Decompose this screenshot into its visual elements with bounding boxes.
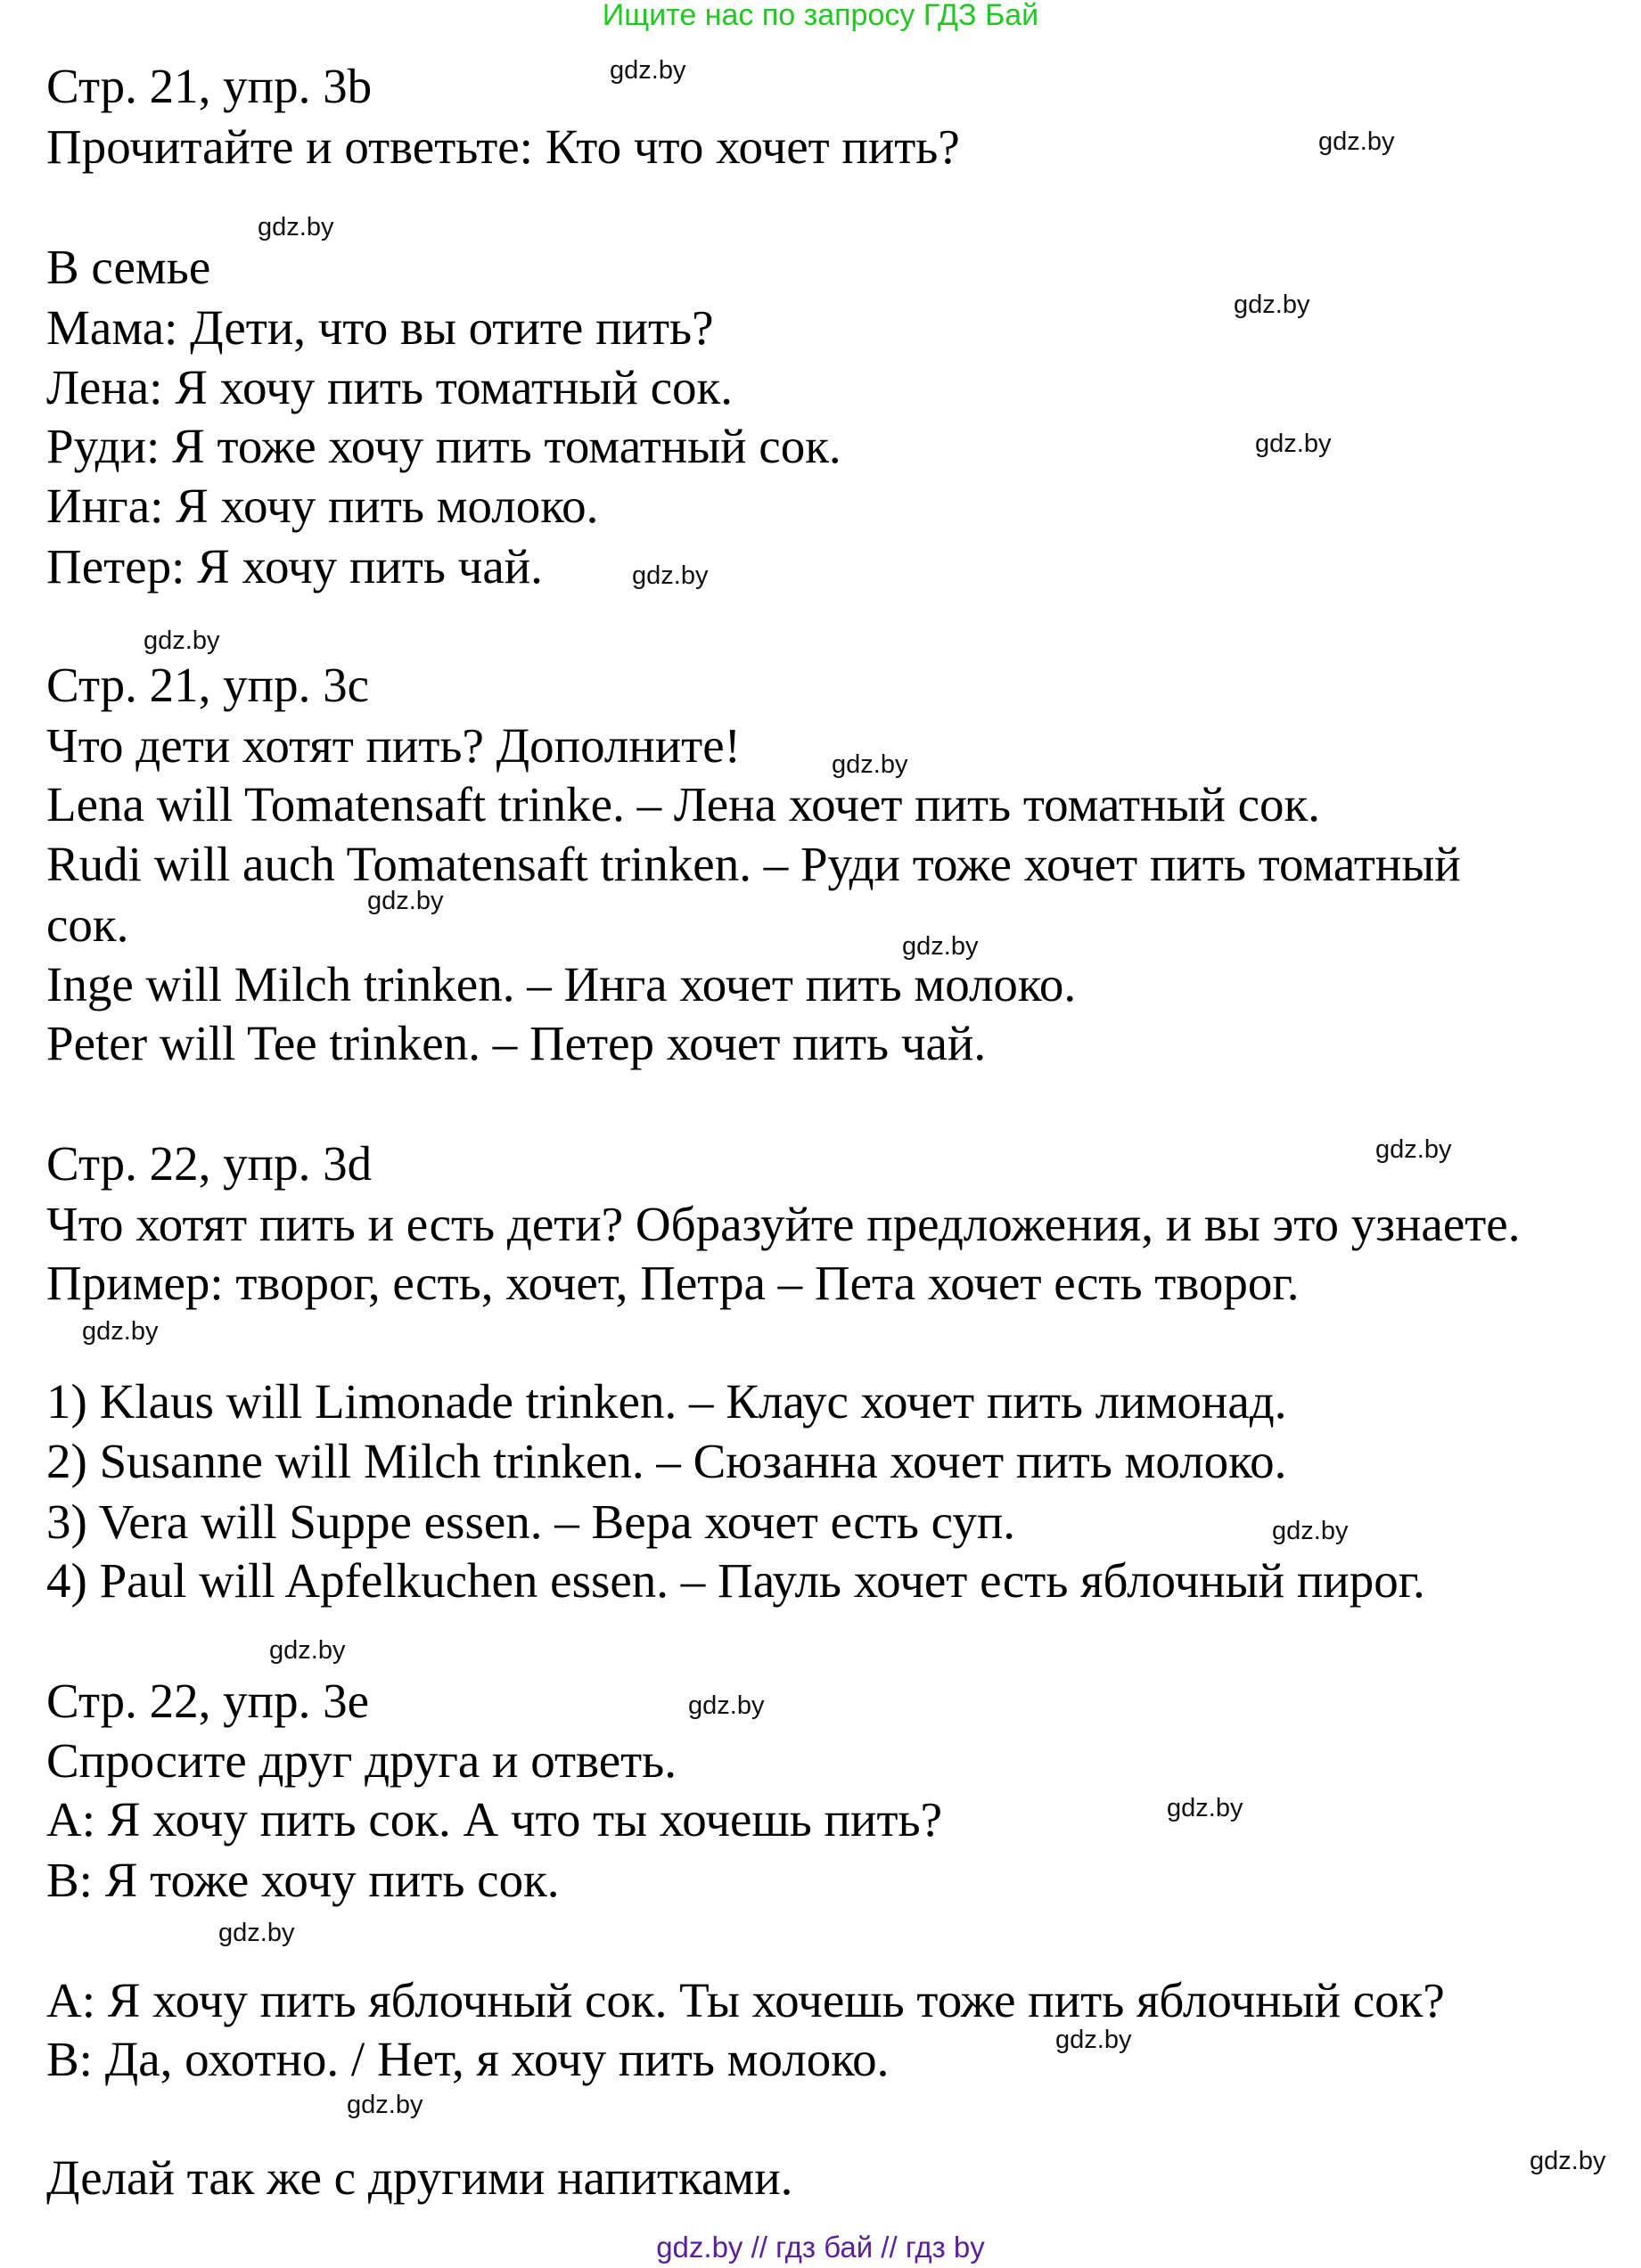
text-line: B: Я тоже хочу пить сок. xyxy=(46,1853,560,1907)
watermark: gdz.by xyxy=(144,626,220,655)
text-line: Делай так же с другими напитками. xyxy=(46,2150,793,2205)
text-line: В семье xyxy=(46,240,211,294)
text-line: Руди: Я тоже хочу пить томатный сок. xyxy=(46,419,841,473)
watermark: gdz.by xyxy=(1234,291,1310,319)
text-line: Пример: творог, есть, хочет, Петра – Пета хочет есть творог. xyxy=(46,1256,1300,1310)
text-line: Inge will Milch trinken. – Инга хочет пить молоко. xyxy=(46,957,1077,1011)
exercise-heading: Стр. 22, упр. 3e xyxy=(46,1674,370,1728)
footer-banner: gdz.by // гдз бай // гдз by xyxy=(656,2231,985,2264)
watermark: gdz.by xyxy=(1167,1794,1243,1822)
text-line: B: Да, охотно. / Нет, я хочу пить молоко. xyxy=(46,2032,890,2086)
watermark: gdz.by xyxy=(632,561,709,590)
watermark: gdz.by xyxy=(82,1317,159,1346)
exercise-heading: Стр. 21, упр. 3c xyxy=(46,658,370,712)
watermark: gdz.by xyxy=(367,887,444,915)
watermark: gdz.by xyxy=(1255,430,1332,458)
exercise-heading: Стр. 22, упр. 3d xyxy=(46,1136,373,1191)
watermark: gdz.by xyxy=(347,2091,423,2119)
text-line: Инга: Я хочу пить молоко. xyxy=(46,479,599,533)
search-banner: Ищите нас по запросу ГДЗ Бай xyxy=(602,0,1039,32)
watermark: gdz.by xyxy=(1055,2026,1132,2054)
text-line: 4) Paul will Apfelkuchen essen. – Пауль хочет есть яблочный пирог. xyxy=(46,1553,1425,1608)
exercise-heading: Стр. 21, упр. 3b xyxy=(46,59,373,113)
watermark: gdz.by xyxy=(269,1636,346,1665)
text-line: A: Я хочу пить сок. А что ты хочешь пить? xyxy=(46,1792,943,1846)
watermark: gdz.by xyxy=(258,213,334,242)
text-line: сок. xyxy=(46,897,129,952)
watermark: gdz.by xyxy=(1530,2147,1606,2175)
text-line: Петер: Я хочу пить чай. xyxy=(46,539,543,594)
watermark: gdz.by xyxy=(832,750,908,779)
text-line: Peter will Tee trinken. – Петер хочет пить чай. xyxy=(46,1016,987,1070)
watermark: gdz.by xyxy=(610,56,686,85)
text-line: 2) Susanne will Milch trinken. – Сюзанна хочет пить молоко. xyxy=(46,1434,1287,1488)
watermark: gdz.by xyxy=(688,1691,765,1720)
watermark: gdz.by xyxy=(902,932,979,961)
text-line: Мама: Дети, что вы отите пить? xyxy=(46,300,714,355)
text-line: A: Я хочу пить яблочный сок. Ты хочешь тоже пить яблочный сок? xyxy=(46,1973,1445,2027)
text-line: 1) Klaus will Limonade trinken. – Клаус хочет пить лимонад. xyxy=(46,1374,1287,1429)
text-line: Спросите друг друга и ответь. xyxy=(46,1733,677,1788)
text-line: Rudi will auch Tomatensaft trinken. – Руди тоже хочет пить томатный xyxy=(46,837,1461,891)
text-line: Прочитайте и ответьте: Кто что хочет пить? xyxy=(46,119,960,174)
watermark: gdz.by xyxy=(218,1919,295,1947)
text-line: 3) Vera will Suppe essen. – Вера хочет есть суп. xyxy=(46,1494,1016,1549)
watermark: gdz.by xyxy=(1375,1135,1452,1164)
text-line: Что хотят пить и есть дети? Образуйте предложения, и вы это узнаете. xyxy=(46,1197,1521,1251)
text-line: Лена: Я хочу пить томатный сок. xyxy=(46,360,733,414)
watermark: gdz.by xyxy=(1272,1517,1349,1545)
text-line: Lena will Tomatensaft trinke. – Лена хочет пить томатный сок. xyxy=(46,777,1321,831)
watermark: gdz.by xyxy=(1318,127,1395,156)
text-line: Что дети хотят пить? Дополните! xyxy=(46,718,741,773)
